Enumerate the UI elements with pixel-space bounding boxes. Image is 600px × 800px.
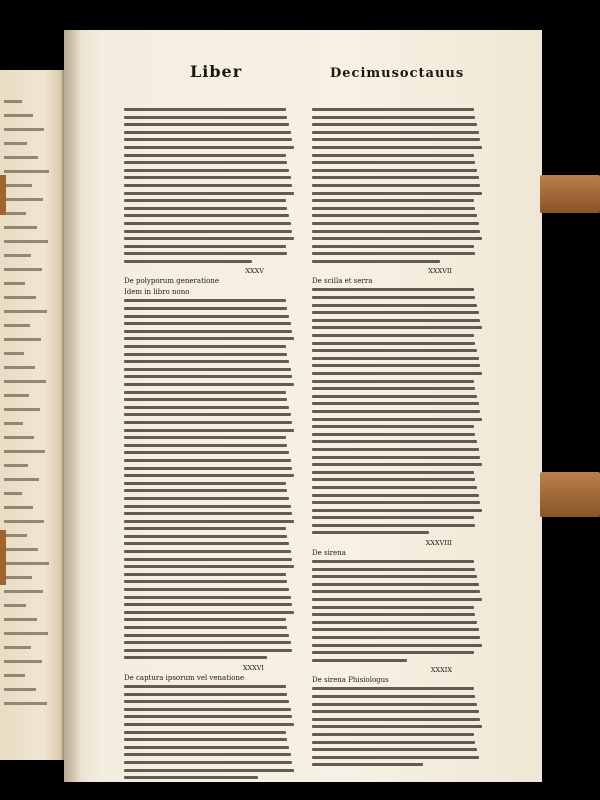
left-page-text-fragment [4,506,33,509]
left-text-line [124,146,294,149]
right-text-line [312,509,482,512]
left-text-line [124,169,289,172]
right-text-line [312,687,474,690]
left-text-line [124,731,286,734]
left-page-text-fragment [4,520,44,523]
right-text-line [312,342,475,345]
left-page-text-fragment [4,142,27,145]
left-text-line [124,123,289,126]
right-text-line [312,433,475,436]
right-text-line [312,230,480,233]
right-text-line [312,237,482,240]
left-page-text-fragment [4,128,44,131]
left-text-line [124,520,294,523]
left-text-line [124,573,286,576]
right-text-line [312,695,475,698]
left-text-line [124,489,287,492]
left-text-line [124,588,289,591]
right-text-line [312,304,477,307]
left-text-line [124,252,287,255]
right-text-line [312,486,477,489]
chapter-title: De sirena [312,549,346,558]
left-page-text-fragment [4,464,28,467]
chapter-number: XXXVII [428,267,452,276]
left-text-line [124,603,292,606]
left-text-line [124,222,291,225]
left-page-text-fragment [4,366,35,369]
left-page-text-fragment [4,198,43,201]
right-text-line [312,123,477,126]
left-page-text-fragment [4,660,42,663]
right-text-line [312,380,474,383]
left-text-line [124,154,286,157]
right-text-line [312,659,407,662]
left-text-line [124,641,291,644]
left-text-line [124,580,287,583]
left-text-line [124,398,287,401]
left-text-line [124,761,292,764]
left-text-line [124,131,291,134]
right-text-line [312,387,475,390]
right-text-line [312,222,479,225]
left-text-line [124,558,292,561]
left-text-line [124,337,294,340]
right-text-line [312,741,475,744]
right-text-line [312,756,479,759]
right-text-line [312,494,479,497]
left-text-line [124,535,287,538]
left-text-line [124,307,287,310]
left-page-text-fragment [4,254,31,257]
left-page-text-fragment [4,268,42,271]
left-text-line [124,230,292,233]
right-text-line [312,161,475,164]
left-facing-page-edge [0,70,64,760]
right-text-line [312,463,482,466]
left-text-line [124,700,289,703]
page-gutter-shadow [64,30,82,782]
right-text-line [312,718,480,721]
left-text-line [124,116,287,119]
left-text-line [124,505,291,508]
right-text-line [312,214,477,217]
left-page-text-fragment [4,422,23,425]
left-text-line [124,184,292,187]
left-text-line [124,108,286,111]
left-text-line [124,656,267,659]
left-page-text-fragment [4,226,37,229]
right-text-line [312,606,474,609]
left-text-line [124,708,291,711]
left-text-line [124,451,289,454]
left-page-text-fragment [4,184,32,187]
left-text-line [124,723,294,726]
left-page-text-fragment [4,604,26,607]
running-head-right: Decimusoctauus [330,66,465,81]
left-page-text-fragment [4,492,22,495]
right-text-line [312,748,477,751]
right-text-line [312,651,474,654]
right-text-line [312,349,477,352]
left-page-text-fragment [4,646,31,649]
left-page-text-fragment [4,688,36,691]
left-text-line [124,776,258,779]
left-page-text-fragment [4,548,38,551]
left-text-line [124,436,286,439]
left-text-line [124,527,286,530]
right-text-line [312,644,482,647]
left-text-line [124,368,291,371]
right-text-line [312,636,480,639]
left-page-text-fragment [4,632,48,635]
left-page-text-fragment [4,310,47,313]
right-text-line [312,334,474,337]
left-text-line [124,482,286,485]
left-text-line [124,199,286,202]
chapter-title: De polyporum generatione [124,277,219,286]
right-text-line [312,440,477,443]
left-text-line [124,192,294,195]
text-column-right [312,108,482,771]
right-text-line [312,524,475,527]
right-text-line [312,319,480,322]
left-text-line [124,413,291,416]
right-text-line [312,108,474,111]
right-text-line [312,395,477,398]
left-page-text-fragment [4,450,45,453]
right-text-line [312,252,475,255]
left-text-line [124,176,291,179]
right-text-line [312,199,474,202]
left-text-line [124,474,294,477]
left-text-line [124,360,289,363]
left-text-line [124,330,292,333]
left-text-line [124,565,294,568]
right-text-line [312,207,475,210]
left-text-line [124,138,292,141]
left-page-text-fragment [4,352,24,355]
left-page-text-fragment [4,576,32,579]
left-page-text-fragment [4,324,30,327]
right-text-line [312,116,475,119]
left-page-text-fragment [4,408,40,411]
chapter-subtitle: Idem in libro nono [124,288,190,297]
left-text-line [124,345,286,348]
left-text-line [124,626,287,629]
left-text-line [124,429,294,432]
left-text-line [124,214,289,217]
chapter-title: De captura ipsorum vel venatione [124,673,245,682]
right-text-line [312,138,480,141]
leather-tab-lower [540,472,600,517]
right-text-line [312,131,479,134]
left-page-text-fragment [4,618,37,621]
right-text-line [312,176,479,179]
left-page-text-fragment [4,114,33,117]
right-text-line [312,583,479,586]
left-text-line [124,322,291,325]
right-text-line [312,560,474,563]
right-text-line [312,710,479,713]
right-text-line [312,288,474,291]
left-text-line [124,542,289,545]
left-text-line [124,693,287,696]
left-text-line [124,550,291,553]
left-text-line [124,685,286,688]
left-text-line [124,596,291,599]
left-page-text-fragment [4,282,25,285]
left-text-line [124,299,286,302]
right-text-line [312,456,480,459]
left-text-line [124,406,289,409]
left-page-text-fragment [4,562,49,565]
right-text-line [312,425,474,428]
left-text-line [124,618,286,621]
left-text-line [124,497,289,500]
chapter-number: XXXIX [430,666,452,675]
right-text-line [312,621,477,624]
left-page-text-fragment [4,170,49,173]
right-text-line [312,146,482,149]
right-text-line [312,703,477,706]
right-text-line [312,169,477,172]
chapter-number: XXXV [245,267,264,276]
right-text-line [312,725,482,728]
right-text-line [312,296,475,299]
right-text-line [312,184,480,187]
left-text-line [124,383,294,386]
leather-tab-upper [540,175,600,213]
chapter-title: De scilla et serra [312,277,373,286]
right-text-line [312,372,482,375]
left-text-line [124,769,294,772]
left-page-text-fragment [4,590,43,593]
right-text-line [312,471,474,474]
left-text-line [124,375,292,378]
left-page-text-fragment [4,156,38,159]
right-text-line [312,575,477,578]
left-text-line [124,753,291,756]
left-text-line [124,649,292,652]
right-text-line [312,402,479,405]
left-text-line [124,467,292,470]
right-text-line [312,154,474,157]
left-page-text-fragment [4,674,25,677]
right-text-line [312,613,475,616]
chapter-number: XXXVIII [425,539,452,548]
right-text-line [312,478,475,481]
left-page-text-fragment [4,436,34,439]
right-text-line [312,531,429,534]
left-page-text-fragment [4,338,41,341]
left-text-line [124,738,287,741]
left-text-line [124,161,287,164]
right-text-line [312,357,479,360]
left-page-text-fragment [4,534,27,537]
left-page-text-fragment [4,296,36,299]
running-head-left: Liber [190,62,243,81]
left-text-line [124,611,294,614]
left-page-text-fragment [4,240,48,243]
left-page-leather-tab [0,530,6,585]
right-text-line [312,733,474,736]
right-text-line [312,590,480,593]
left-text-line [124,746,289,749]
left-text-line [124,512,292,515]
chapter-title: De sirena Phisiologus [312,676,389,685]
left-page-text-fragment [4,702,47,705]
left-page-text-fragment [4,212,26,215]
left-text-line [124,634,289,637]
left-page-text-fragment [4,100,22,103]
right-text-line [312,568,475,571]
text-column-left [124,108,294,784]
left-page-text-fragment [4,478,39,481]
left-page-text-fragment [4,394,29,397]
left-page-text-fragment [4,380,46,383]
right-text-line [312,448,479,451]
right-text-line [312,364,480,367]
right-text-line [312,245,474,248]
left-text-line [124,237,294,240]
left-text-line [124,459,291,462]
right-text-line [312,311,479,314]
left-text-line [124,207,287,210]
right-text-line [312,260,440,263]
left-text-line [124,315,289,318]
left-text-line [124,260,252,263]
right-text-line [312,516,474,519]
right-text-line [312,763,423,766]
right-text-line [312,192,482,195]
left-text-line [124,444,287,447]
right-text-line [312,418,482,421]
right-text-line [312,501,480,504]
right-text-line [312,628,479,631]
chapter-number: XXXVI [242,663,264,672]
left-text-line [124,353,287,356]
right-text-line [312,598,482,601]
left-text-line [124,391,286,394]
left-text-line [124,245,286,248]
left-text-line [124,715,292,718]
left-page-leather-tab [0,175,6,215]
right-text-line [312,410,480,413]
left-text-line [124,421,292,424]
right-text-line [312,326,482,329]
